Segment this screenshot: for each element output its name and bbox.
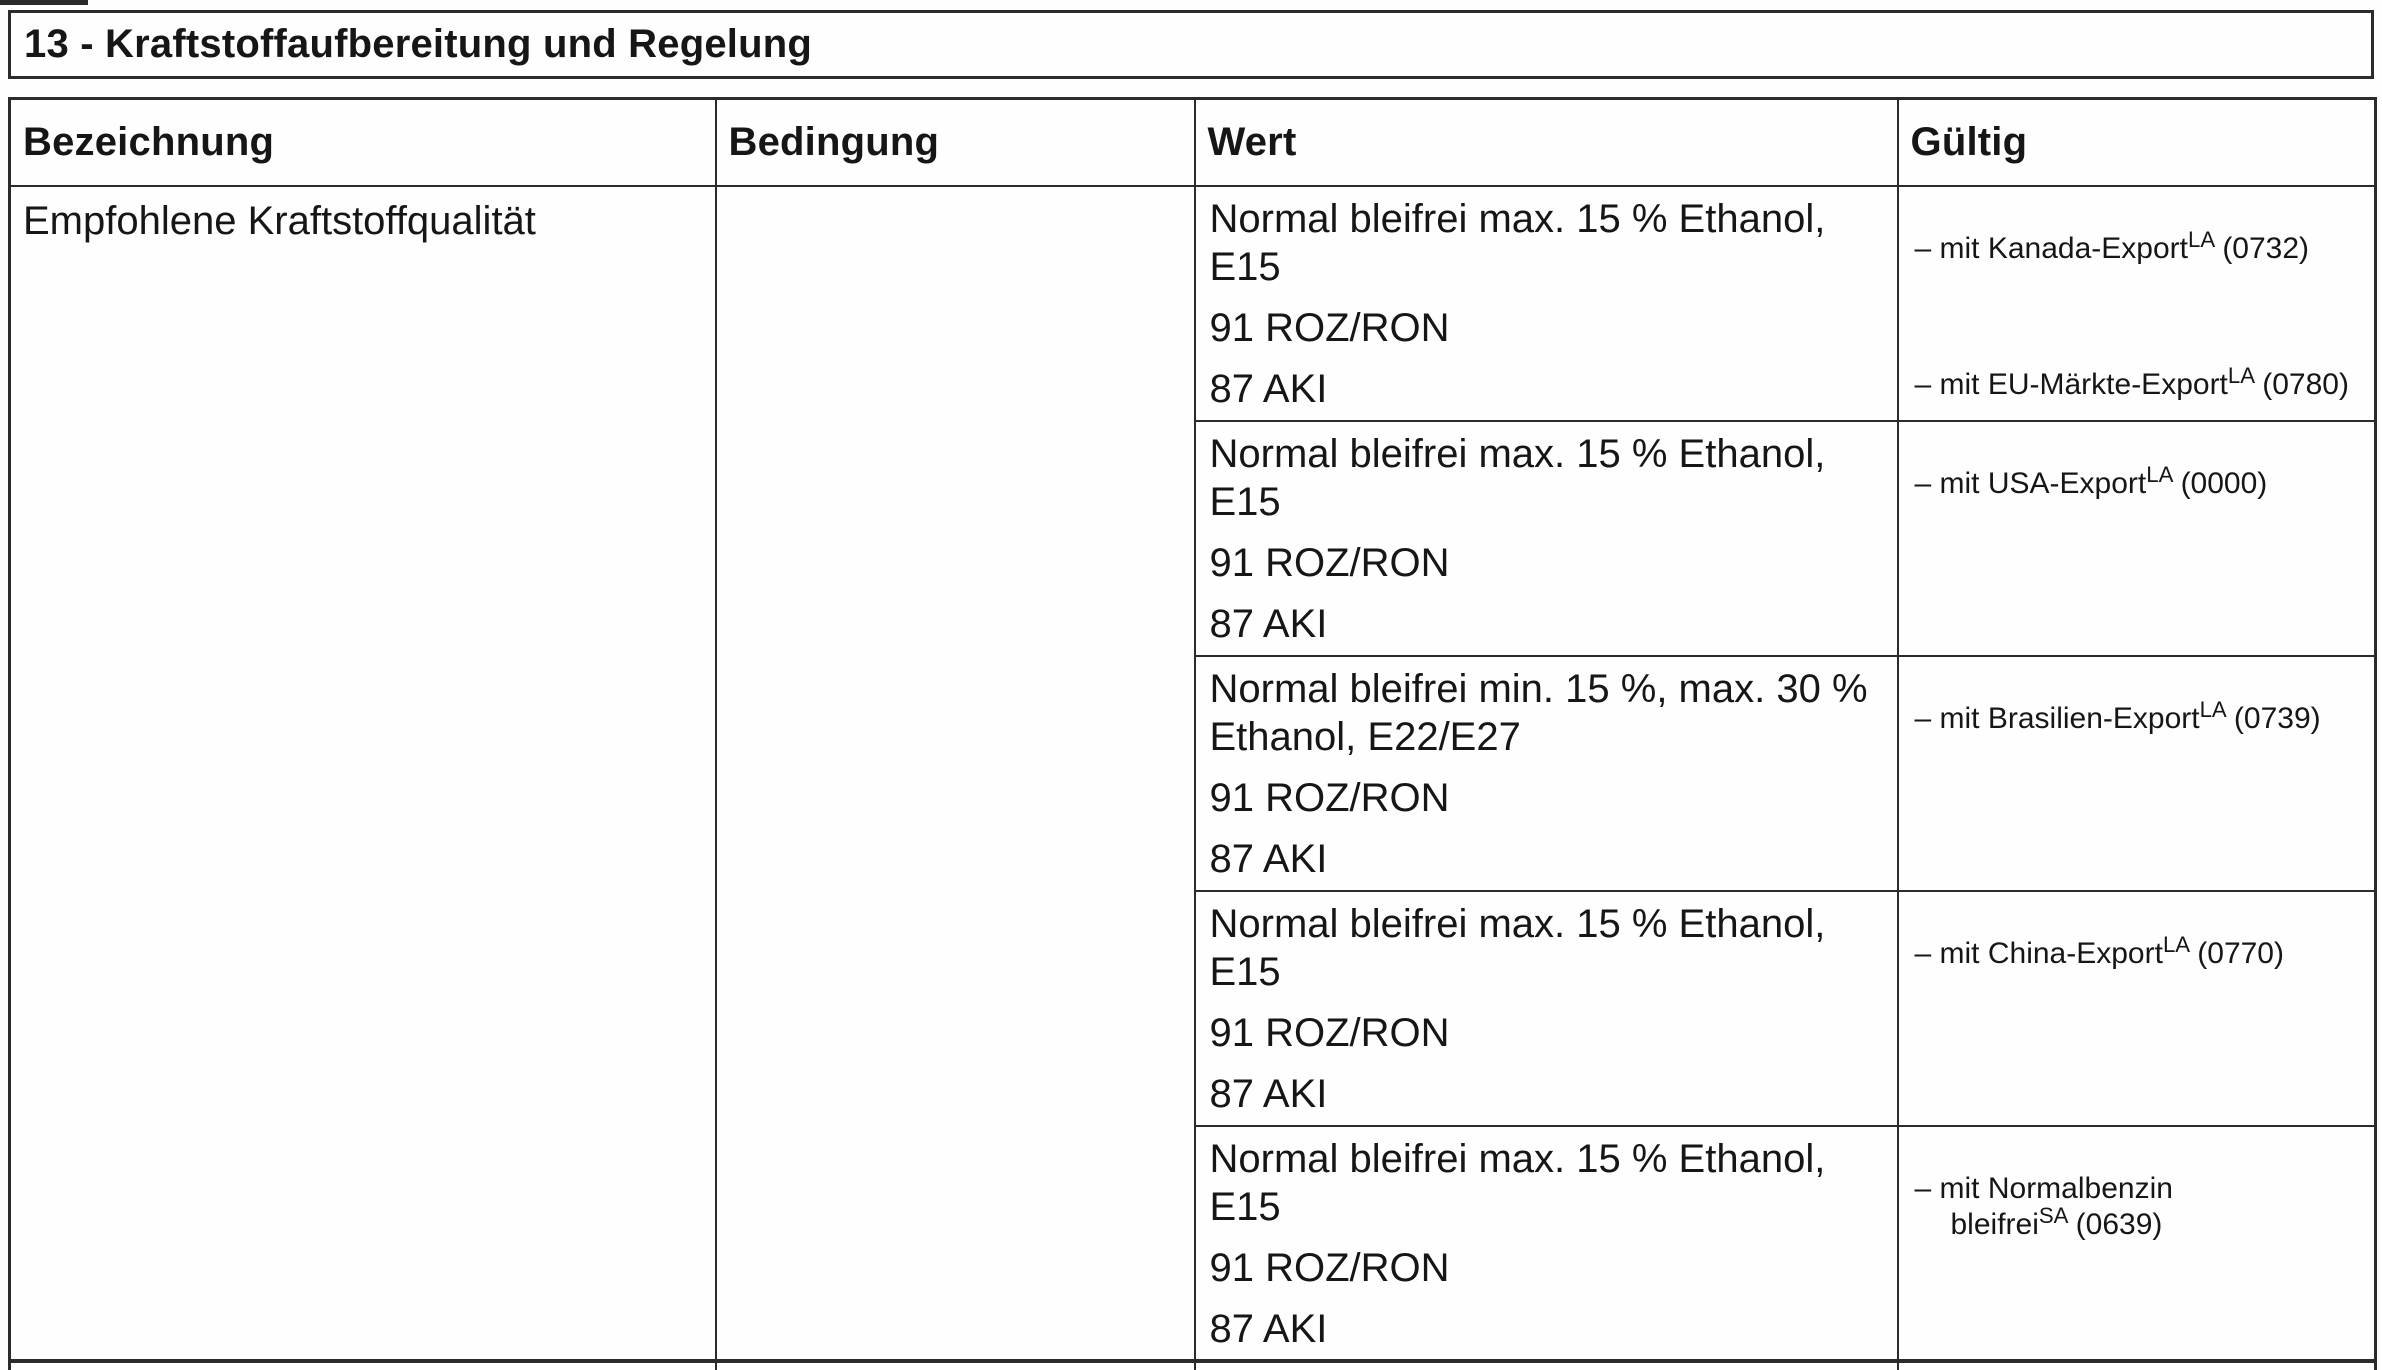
wert-line: 87 AKI	[1209, 1072, 1328, 1116]
table-header-row	[10, 99, 2376, 187]
wert-cell	[1195, 1126, 1898, 1361]
gueltig-code: (0739)	[2233, 702, 2321, 735]
gueltig-code: (0780)	[2262, 368, 2349, 401]
bezeichnung-cell: Empfohlene Kraftstoffqualität	[10, 186, 716, 1361]
wert-line: Normal bleifrei max. 15 % Ethanol, E15	[1209, 432, 1826, 524]
gueltig-item	[1914, 363, 2367, 403]
table-row	[10, 186, 2376, 421]
wert-line: 87 AKI	[1209, 1307, 1328, 1351]
wert-line: 91 ROZ/RON	[1209, 541, 1450, 585]
wert-line: Normal bleifrei max. 15 % Ethanol, E15	[1209, 902, 1826, 994]
gueltig-text: – mit Brasilien-Export	[1914, 702, 2200, 735]
gueltig-text: – mit EU-Märkte-Export	[1914, 368, 2228, 401]
gueltig-code: (0732)	[2222, 232, 2310, 265]
gueltig-text: – mit USA-Export	[1914, 467, 2147, 500]
section-title: 13 - Kraftstoffaufbereitung und Regelung	[24, 22, 812, 66]
gueltig-superscript: SA	[2038, 1203, 2069, 1228]
wert-line: Normal bleifrei max. 15 % Ethanol, E15	[1209, 197, 1826, 289]
gueltig-text: – mit Normalbenzin bleifrei	[1914, 1172, 2173, 1241]
gueltig-superscript: LA	[2146, 462, 2174, 487]
wert-line: 87 AKI	[1209, 837, 1328, 881]
top-edge-remnant-line	[0, 0, 88, 5]
continuation-cell	[10, 1361, 716, 1370]
column-header-wert: Wert	[1195, 99, 1898, 187]
gueltig-code: (0000)	[2180, 467, 2268, 500]
continuation-cell	[1898, 1361, 2376, 1370]
column-header-bedingung: Bedingung	[716, 99, 1195, 187]
gueltig-cell	[1898, 421, 2376, 656]
gueltig-code: (0639)	[2075, 1208, 2163, 1241]
wert-line: 91 ROZ/RON	[1209, 1246, 1450, 1290]
column-header-gueltig: Gültig	[1898, 99, 2376, 187]
gueltig-text: – mit Kanada-Export	[1914, 232, 2188, 265]
wert-cell	[1195, 186, 1898, 421]
gueltig-superscript: LA	[2199, 697, 2227, 722]
column-header-bezeichnung: Bezeichnung	[10, 99, 716, 187]
gueltig-cell	[1898, 186, 2376, 421]
gueltig-code: (0770)	[2197, 937, 2284, 970]
bedingung-cell	[716, 186, 1195, 1361]
wert-line: 91 ROZ/RON	[1209, 1011, 1450, 1055]
gueltig-item	[1914, 227, 2367, 267]
wert-line: 87 AKI	[1209, 602, 1328, 646]
wert-line: 87 AKI	[1209, 367, 1328, 411]
gueltig-superscript: LA	[2162, 932, 2191, 957]
specification-table	[8, 97, 2377, 1370]
wert-line: Normal bleifrei min. 15 %, max. 30 % Ethanol, E22/E27	[1209, 667, 1868, 759]
gueltig-text: – mit China-Export	[1914, 937, 2163, 970]
gueltig-superscript: LA	[2227, 363, 2256, 388]
wert-line: Normal bleifrei max. 15 % Ethanol, E15	[1209, 1137, 1826, 1229]
gueltig-item	[1915, 1171, 2367, 1243]
gueltig-superscript: LA	[2187, 227, 2216, 252]
wert-line: 91 ROZ/RON	[1209, 306, 1450, 350]
wert-cell	[1195, 656, 1898, 891]
wert-line: 91 ROZ/RON	[1209, 776, 1450, 820]
section-title-box	[8, 10, 2374, 79]
continuation-cell	[716, 1361, 1195, 1370]
gueltig-item	[1914, 697, 2367, 737]
gueltig-item	[1914, 462, 2367, 502]
wert-cell	[1195, 891, 1898, 1126]
gueltig-item	[1914, 932, 2367, 972]
gueltig-cell	[1898, 1126, 2376, 1361]
continuation-row	[10, 1361, 2376, 1370]
gueltig-cell	[1898, 656, 2376, 891]
gueltig-cell	[1898, 891, 2376, 1126]
continuation-cell	[1195, 1361, 1898, 1370]
wert-cell	[1195, 421, 1898, 656]
